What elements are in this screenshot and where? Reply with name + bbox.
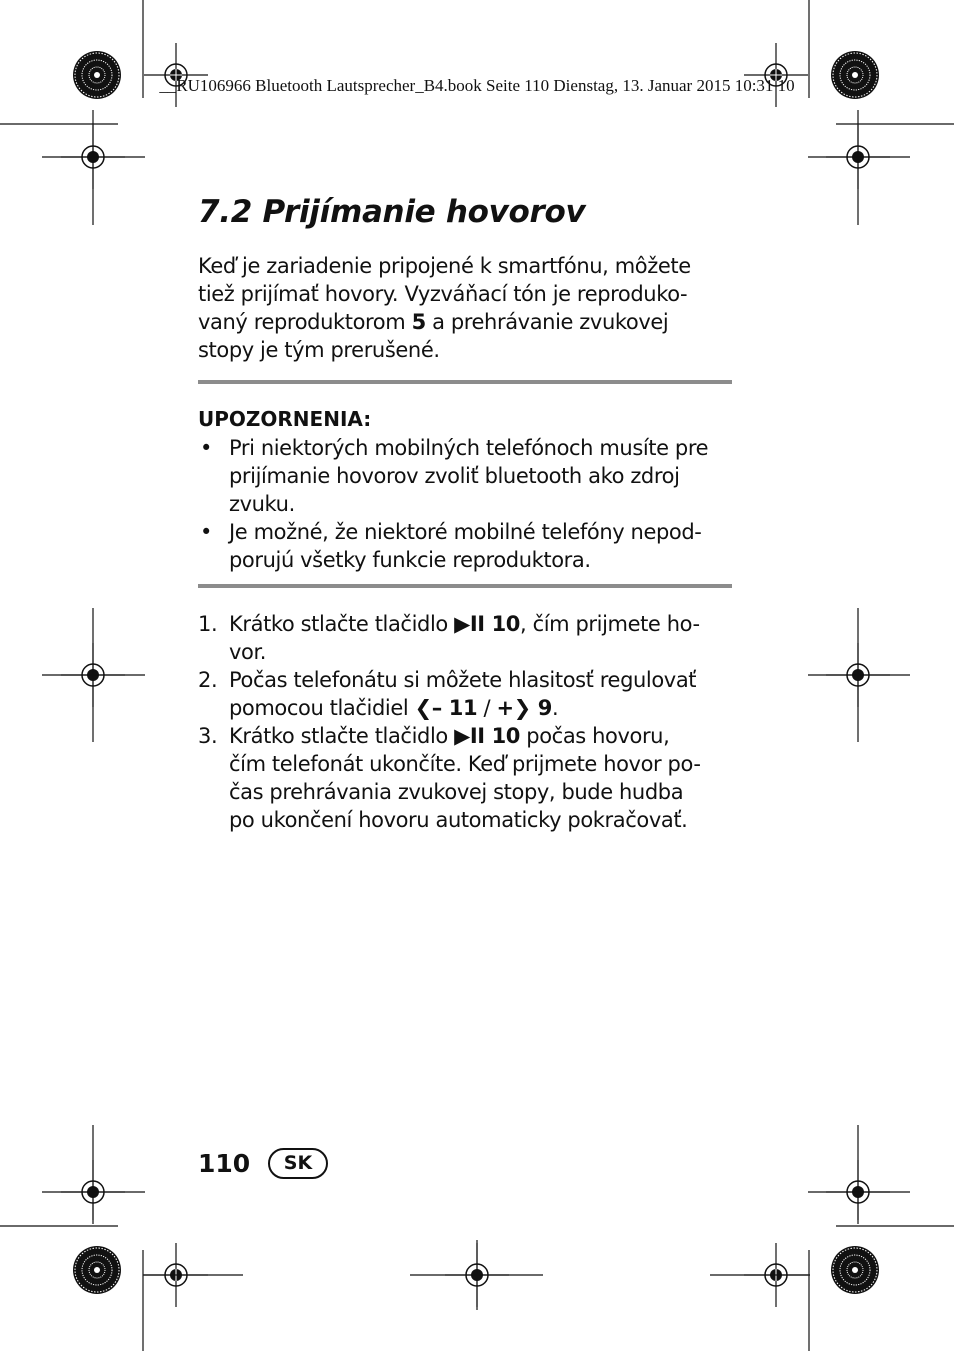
intro-paragraph xyxy=(198,252,738,364)
section-title: 7.2 Prijímanie hovorov xyxy=(198,194,586,230)
intro-line: Keď je zariadenie pripojené k smartfónu, môžete xyxy=(198,254,691,278)
speaker-ref-number: 5 xyxy=(411,310,426,334)
play-pause-key: ▶II 10 xyxy=(454,612,521,636)
step-item: 2. Počas telefonátu si môžete hlasitosť regulovať pomocou tlačidiel ❮– 11 / +❯ 9. xyxy=(198,668,697,720)
step-item: 3. Krátko stlačte tlačidlo ▶II 10 počas hovoru, čím telefonát ukončíte. Keď prijmete hovor po- čas prehrávania zvukovej stopy, bude hudba po ukončení hovoru automaticky pokračovať. xyxy=(198,724,701,832)
bullet-icon: • xyxy=(200,436,212,460)
volume-down-key: ❮– 11 xyxy=(414,696,478,720)
intro-line: a prehrávanie zvukovej xyxy=(425,310,669,334)
print-header: __RU106966 Bluetooth Lautsprecher_B4.book Seite 110 Dienstag, 13. Januar 2015 10:31 10 xyxy=(159,76,795,95)
notice-top-divider xyxy=(198,380,732,384)
intro-line: tiež prijímať hovory. Vyzváňací tón je reproduko- xyxy=(198,282,688,306)
step-number: 3. xyxy=(198,724,218,748)
step-number: 2. xyxy=(198,668,218,692)
notice-item: • Pri niektorých mobilných telefónoch musíte pre prijímanie hovorov zvoliť bluetooth ako zdroj zvuku. xyxy=(200,436,709,516)
step-number: 1. xyxy=(198,612,218,636)
step-item: 1. Krátko stlačte tlačidlo ▶II 10, čím prijmete ho- vor. xyxy=(198,612,700,664)
notice-title: UPOZORNENIA: xyxy=(198,407,372,431)
notice-bottom-divider xyxy=(198,584,732,588)
bullet-icon: • xyxy=(200,520,212,544)
steps-list xyxy=(198,610,738,834)
intro-line: stopy je tým prerušené. xyxy=(198,338,440,362)
play-pause-key: ▶II 10 xyxy=(454,724,521,748)
notice-item: • Je možné, že niektoré mobilné telefóny nepod- porujú všetky funkcie reproduktora. xyxy=(200,520,702,572)
language-badge: SK xyxy=(268,1148,328,1179)
page-content xyxy=(198,192,738,834)
intro-line: vaný reproduktorom xyxy=(198,310,412,334)
notice-list xyxy=(198,434,738,574)
page-number: 110 xyxy=(198,1149,251,1178)
volume-up-key: +❯ 9 xyxy=(496,696,552,720)
